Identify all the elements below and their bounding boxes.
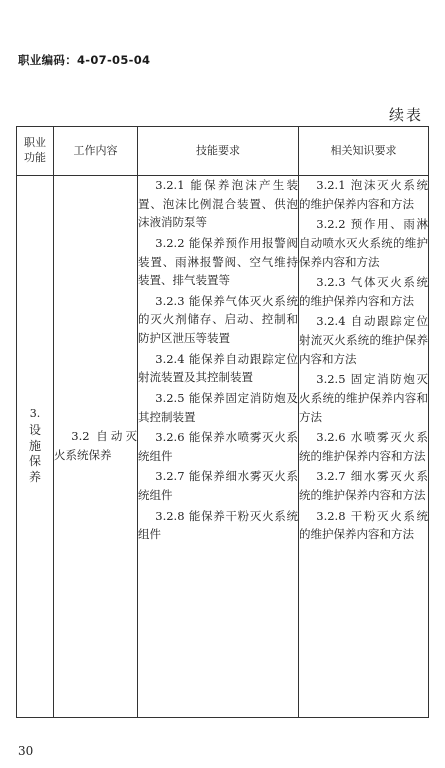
continued-table-label: 续表 [388,106,423,124]
knowledge-item: 3.2.8 干粉灭火系统的维护保养内容和方法 [299,508,428,542]
function-label [29,407,41,486]
header-knowledge-requirements: 相关知识要求 [299,127,429,176]
table-header-row [17,127,429,176]
knowledge-item: 3.2.4 自动跟踪定位射流灭火系统的维护保养内容和方法 [299,314,428,366]
table-row [17,176,429,718]
header-skill-requirements: 技能要求 [138,127,299,176]
knowledge-item: 3.2.2 预作用、雨淋自动喷水灭火系统的维护保养内容和方法 [299,217,428,269]
skill-item: 3.2.7 能保养细水雾灭火系统组件 [138,469,298,502]
knowledge-item: 3.2.1 泡沫灭火系统的维护保养内容和方法 [299,178,428,211]
function-char: 养 [28,469,41,484]
header-function [17,127,54,176]
skill-item: 3.2.5 能保养固定消防炮及其控制装置 [138,390,298,424]
occupation-code: 职业编码：4-07-05-04 [18,53,151,67]
skill-item: 3.2.3 能保养气体灭火系统的灭火剂储存、启动、控制和防护区泄压等装置 [138,293,298,345]
function-char: 设 [28,422,41,437]
skill-item: 3.2.6 能保养水喷雾灭火系统组件 [138,430,298,463]
page-number: 30 [18,744,34,758]
knowledge-item: 3.2.6 水喷雾灭火系统的维护保养内容和方法 [299,430,428,463]
knowledge-item: 3.2.7 细水雾灭火系统的维护保养内容和方法 [299,469,428,502]
work-content-text: 3.2 自动灭火系统保养 [54,428,137,462]
knowledge-requirements-cell [299,176,429,718]
header-function-label: 职业功能 [24,135,46,164]
knowledge-item: 3.2.5 固定消防炮灭火系统的维护保养内容和方法 [299,372,428,424]
function-cell [17,176,54,718]
function-char: 施 [28,438,41,453]
skill-item: 3.2.1 能保养泡沫产生装置、泡沫比例混合装置、供泡沫液消防泵等 [138,178,298,230]
function-char: 保 [28,454,41,469]
occupation-skills-table [16,126,429,718]
header-work-content: 工作内容 [54,127,138,176]
skill-item: 3.2.8 能保养干粉灭火系统组件 [138,508,298,542]
work-content-cell [54,176,138,718]
skill-requirements-cell [138,176,299,718]
knowledge-item: 3.2.3 气体灭火系统的维护保养内容和方法 [299,275,428,308]
skill-item: 3.2.4 能保养自动跟踪定位射流装置及其控制装置 [138,351,298,385]
function-name [29,423,41,485]
skill-item: 3.2.2 能保养预作用报警阀装置、雨淋报警阀、空气维持装置、排气装置等 [138,235,298,288]
function-number: 3. [29,406,41,420]
